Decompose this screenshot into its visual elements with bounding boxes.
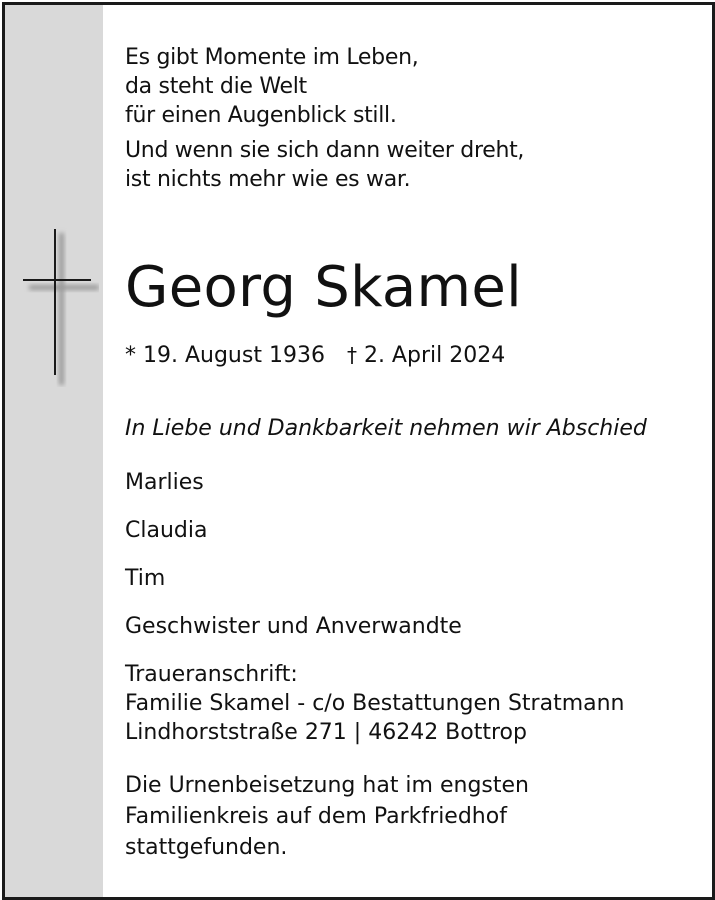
side-band — [5, 5, 103, 897]
mourner-name: Geschwister und Anverwandte — [125, 614, 462, 639]
poem-line: Und wenn sie sich dann weiter dreht, — [125, 138, 525, 163]
address-line: Lindhorststraße 271 | 46242 Bottrop — [125, 720, 527, 745]
poem-line: da steht die Welt — [125, 74, 307, 99]
mourner-name: Marlies — [125, 470, 204, 495]
death-date: 2. April 2024 — [363, 343, 506, 368]
burial-notice — [125, 770, 529, 863]
poem — [125, 43, 524, 194]
notice-line: stattgefunden. — [125, 835, 288, 860]
address-line: Familie Skamel - c/o Bestattungen Stratmann — [125, 691, 625, 716]
poem-line: für einen Augenblick still. — [125, 103, 397, 128]
mourner-name: Tim — [125, 566, 166, 591]
poem-line: Es gibt Momente im Leben, — [125, 45, 419, 70]
dagger-icon: † — [346, 343, 357, 367]
farewell-text: In Liebe und Dankbarkeit nehmen wir Abschied — [125, 416, 647, 441]
mourning-address — [125, 660, 625, 747]
cross-icon — [19, 227, 99, 387]
life-dates — [125, 340, 505, 371]
mourner-name: Claudia — [125, 518, 208, 543]
address-label: Traueranschrift: — [125, 662, 298, 687]
deceased-name: Georg Skamel — [125, 255, 522, 320]
notice-line: Die Urnenbeisetzung hat im engsten — [125, 773, 529, 798]
obituary-frame — [2, 2, 715, 900]
notice-line: Familienkreis auf dem Parkfriedhof — [125, 804, 507, 829]
poem-line: ist nichts mehr wie es war. — [125, 167, 411, 192]
mourners-list — [125, 468, 462, 660]
birth-date: * 19. August 1936 — [125, 343, 325, 368]
